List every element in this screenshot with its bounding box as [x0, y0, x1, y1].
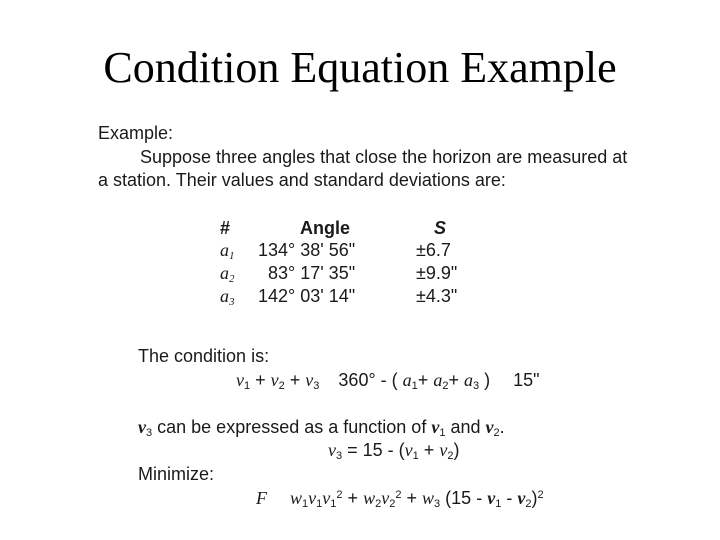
minimize-equation: F $w_1v_1v_1^2 + w_2v_2^2 + w_3$ $(15 - v_1 - v_2)^2$ — [256, 488, 544, 510]
row-std-dev: ±9.9" — [416, 263, 458, 283]
example-line-2: a station. Their values and standard deviations are: — [98, 170, 506, 190]
minimize-label: Minimize: — [138, 464, 215, 484]
table-header-num: # — [220, 218, 231, 238]
express-equation: $v_3 = 15 - (v_1 + v_2)$ — [328, 440, 460, 462]
example-heading: Example: — [98, 123, 174, 143]
example-image — [98, 120, 658, 520]
slide-title: Condition Equation Example — [103, 43, 617, 92]
row-angle: 83° 17' 35" — [268, 263, 356, 283]
table-header-angle: Angle — [300, 218, 351, 238]
condition-label: The condition is: — [138, 346, 270, 366]
table-header-s: S — [434, 218, 447, 238]
row-angle: 134° 38' 56" — [258, 240, 356, 260]
row-std-dev: ±6.7 — [416, 240, 451, 260]
condition-equation: $v_1 + v_2 + v_3$ 360° - ( $a_1+ a_2+ a_3$ ) 15" — [236, 370, 540, 392]
example-line-1: Suppose three angles that close the horizon are measured at — [140, 147, 628, 167]
row-variable: $a_1$ — [220, 240, 235, 262]
express-line: $v_3$ can be expressed as a function of $v_1$ and $v_2$. — [138, 417, 505, 439]
row-angle: 142° 03' 14" — [258, 286, 356, 306]
row-std-dev: ±4.3" — [416, 286, 458, 306]
row-variable: $a_2$ — [220, 263, 235, 285]
row-variable: $a_3$ — [220, 286, 235, 308]
